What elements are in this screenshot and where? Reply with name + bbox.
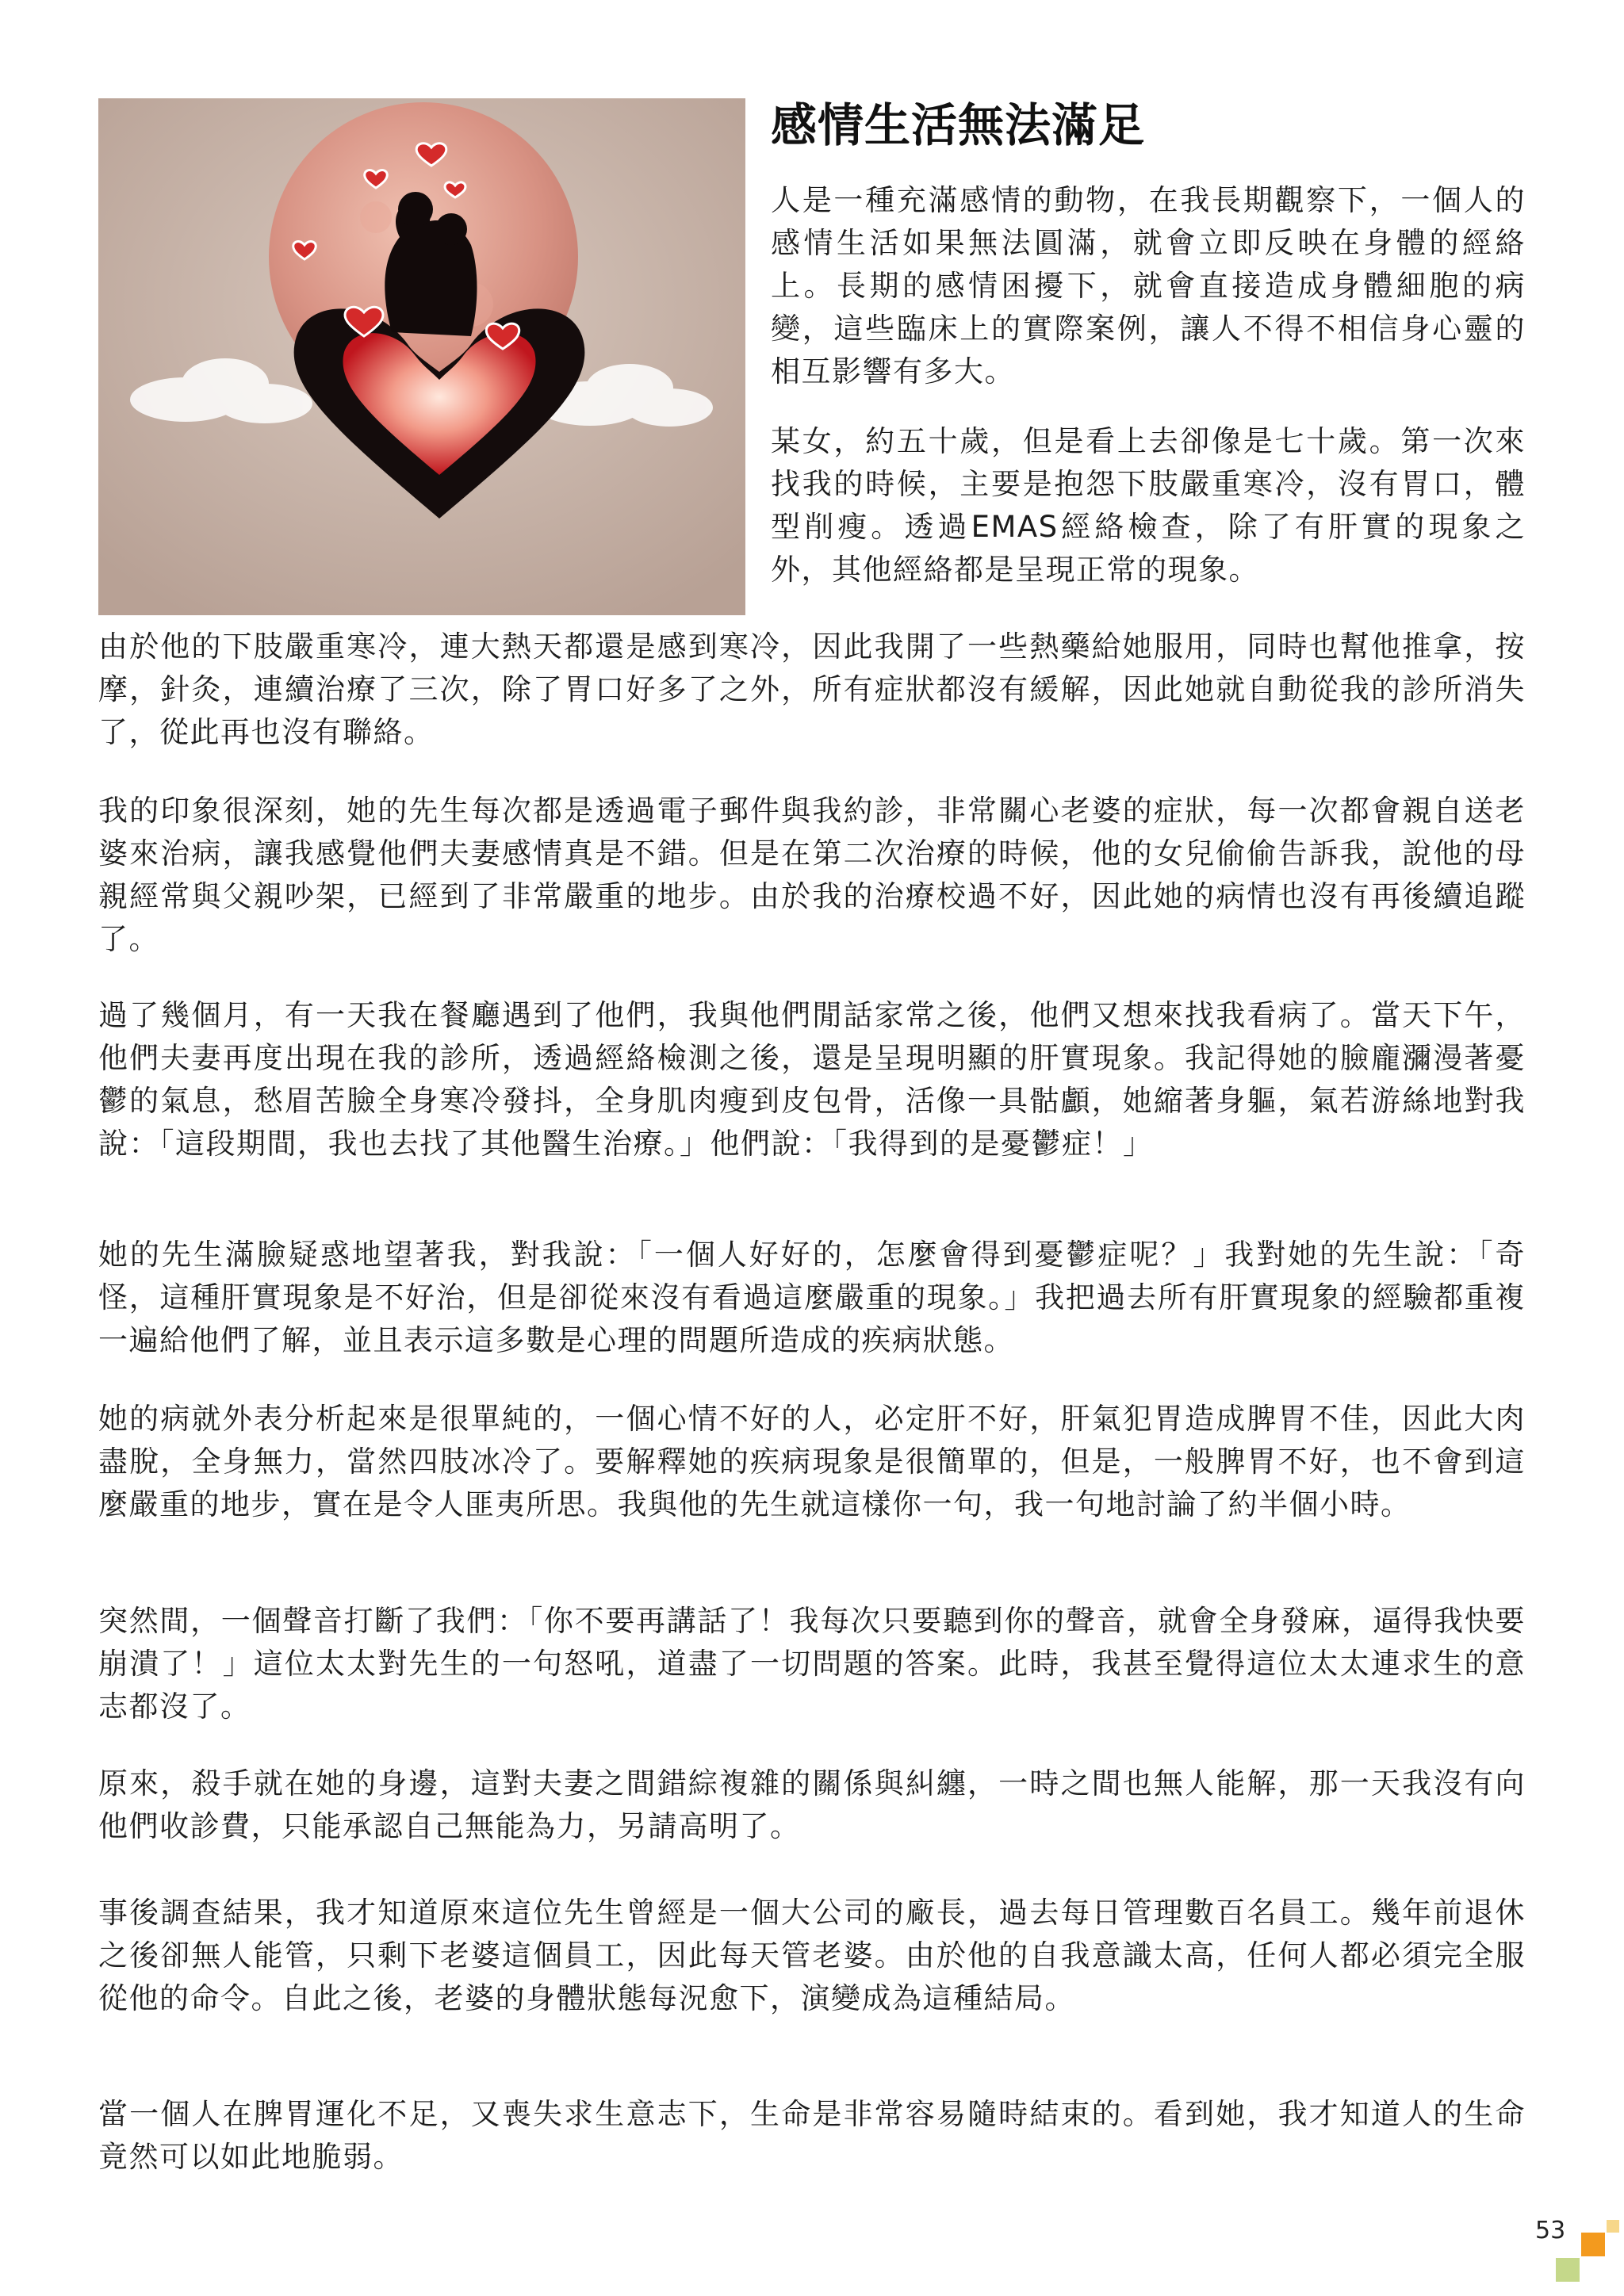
article-paragraph-5: 過了幾個月，有一天我在餐廳遇到了他們，我與他們閒話家常之後，他們又想來找我看病了。當天下午，他們夫妻再度出現在我的診所，透過經絡檢測之後，還是呈現明顯的肝實現象。我記得她的臉龐瀰漫著憂鬱的氣息，愁眉苦臉全身寒冷發抖，全身肌肉瘦到皮包骨，活像一具骷顱，她縮著身軀，氣若游絲地對我說：「這段期間，我也去找了其他醫生治療。」他們說：「我得到的是憂鬱症！」 xyxy=(98,998,1526,1161)
article-paragraph-2: 某女，約五十歲，但是看上去卻像是七十歲。第一次來找我的時候，主要是抱怨下肢嚴重寒冷，沒有胃口，體型削瘦。透過EMAS經絡檢查，除了有肝實的現象之外，其他經絡都是呈現正常的現象。 xyxy=(771,424,1526,587)
article-paragraph-11: 當一個人在脾胃運化不足，又喪失求生意志下，生命是非常容易隨時結束的。看到她，我才知道人的生命竟然可以如此地脆弱。 xyxy=(98,2097,1526,2174)
article-title: 感情生活無法滿足 xyxy=(771,98,1146,152)
article-paragraph-1: 人是一種充滿感情的動物，在我長期觀察下，一個人的感情生活如果無法圓滿，就會立即反映在身體的經絡上。長期的感情困擾下，就會直接造成身體細胞的病變，這些臨床上的實際案例，讓人不得不相信身心靈的相互影響有多大。 xyxy=(771,183,1526,388)
article-paragraph-4: 我的印象很深刻，她的先生每次都是透過電子郵件與我約診，非常關心老婆的症狀，每一次都會親自送老婆來治病，讓我感覺他們夫妻感情真是不錯。但是在第二次治療的時候，他的女兒偷偷告訴我，說他的母親經常與父親吵架，已經到了非常嚴重的地步。由於我的治療校過不好，因此她的病情也沒有再後續追蹤了。 xyxy=(98,794,1526,956)
page-number: 53 xyxy=(1535,2217,1566,2244)
corner-mark-yellow xyxy=(1607,2220,1619,2233)
article-paragraph-9: 原來，殺手就在她的身邊，這對夫妻之間錯綜複雜的關係與糾纏，一時之間也無人能解，那一天我沒有向他們收診費，只能承認自己無能為力，另請高明了。 xyxy=(98,1766,1526,1843)
article-paragraph-7: 她的病就外表分析起來是很單純的，一個心情不好的人，必定肝不好，肝氣犯胃造成脾胃不佳，因此大肉盡脫，全身無力，當然四肢冰冷了。要解釋她的疾病現象是很簡單的，但是，一般脾胃不好，也不會到這麼嚴重的地步，實在是令人匪夷所思。我與他的先生就這樣你一句，我一句地討論了約半個小時。 xyxy=(98,1402,1526,1521)
article-paragraph-6: 她的先生滿臉疑惑地望著我，對我說：「一個人好好的，怎麼會得到憂鬱症呢？」我對她的先生說：「奇怪，這種肝實現象是不好治，但是卻從來沒有看過這麼嚴重的現象。」我把過去所有肝實現象的經驗都重複一遍給他們了解，並且表示這多數是心理的問題所造成的疾病狀態。 xyxy=(98,1238,1526,1357)
hero-image xyxy=(98,98,745,615)
article-paragraph-3: 由於他的下肢嚴重寒冷，連大熱天都還是感到寒冷，因此我開了一些熱藥給她服用，同時也幫他推拿，按摩，針灸，連續治療了三次，除了胃口好多了之外，所有症狀都沒有緩解，因此她就自動從我的診所消失了，從此再也沒有聯絡。 xyxy=(98,629,1526,749)
article-paragraph-10: 事後調查結果，我才知道原來這位先生曾經是一個大公司的廠長，過去每日管理數百名員工。幾年前退休之後卻無人能管，只剩下老婆這個員工，因此每天管老婆。由於他的自我意識太高，任何人都必須完全服從他的命令。自此之後，老婆的身體狀態每況愈下，演變成為這種結局。 xyxy=(98,1896,1526,2015)
corner-mark-green xyxy=(1556,2258,1580,2282)
corner-mark-orange xyxy=(1581,2233,1605,2256)
article-paragraph-8: 突然間，一個聲音打斷了我們：「你不要再講話了！我每次只要聽到你的聲音，就會全身發麻，逼得我快要崩潰了！」這位太太對先生的一句怒吼，道盡了一切問題的答案。此時，我甚至覺得這位太太連求生的意志都沒了。 xyxy=(98,1604,1526,1724)
romantic-heart-illustration xyxy=(98,98,745,615)
